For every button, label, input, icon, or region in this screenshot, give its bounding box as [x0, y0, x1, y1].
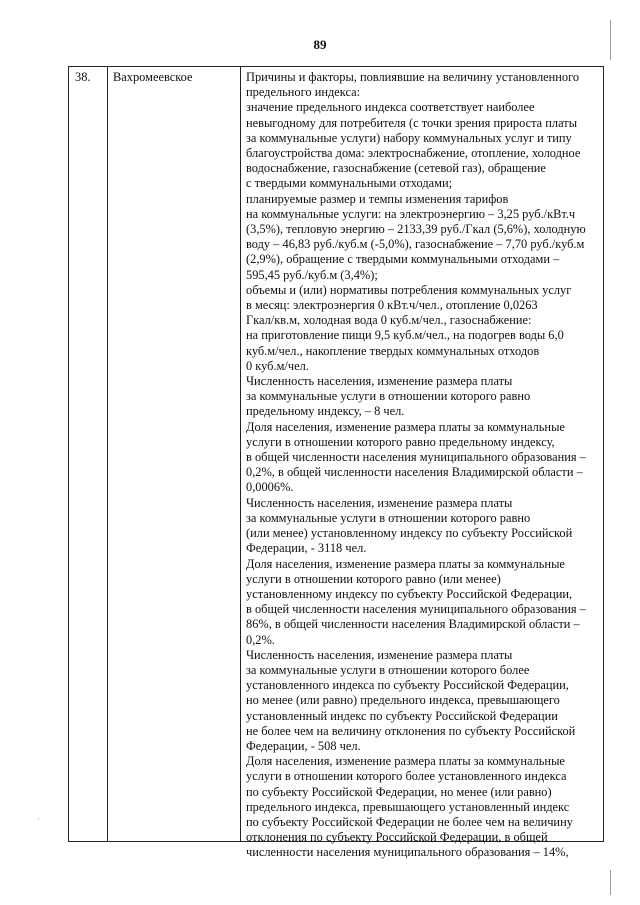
description-line: куб.м/чел., накопление твердых коммунальных отходов	[246, 343, 540, 358]
tariff-table	[68, 66, 604, 860]
description-line: водоснабжение, газоснабжение (сетевой газ), обращение	[246, 161, 546, 176]
description-line: на коммунальные услуги: на электроэнергию – 3,25 руб./кВт.ч	[246, 206, 576, 221]
description-line: 0,2%.	[246, 632, 275, 647]
description-line: Федерации, - 508 чел.	[246, 738, 361, 753]
settlement-name: Вахромеевское	[113, 70, 193, 84]
description-line: установленный индекс по субъекту Российской Федерации	[246, 708, 558, 723]
description-line: (2,9%), обращение с твердыми коммунальными отходами –	[246, 252, 560, 267]
description-line: Гкал/кв.м, холодная вода 0 куб.м/чел., газоснабжение:	[246, 313, 532, 328]
description-line: предельного индекса:	[246, 85, 361, 100]
description-line: благоустройства дома: электроснабжение, отопление, холодное	[246, 146, 581, 161]
description-line: за коммунальные услуги в отношении которого равно	[246, 510, 531, 525]
description-line: за коммунальные услуги в отношении которого более	[246, 662, 530, 677]
description-line: на приготовление пищи 9,5 куб.м/чел., на подогрев воды 6,0	[246, 328, 564, 343]
description-line: планируемые размер и темпы изменения тарифов	[246, 191, 509, 206]
description-line: Федерации, - 3118 чел.	[246, 541, 367, 556]
description-line: предельному индексу, – 8 чел.	[246, 404, 405, 419]
description-line: за коммунальные услуги) набору коммунальных услуг и типу	[246, 130, 572, 145]
description-line: установленного индекса по субъекту Российской Федерации,	[246, 678, 569, 693]
scan-speck: ·	[37, 815, 40, 824]
description-line: воду – 46,83 руб./куб.м (-5,0%), газоснабжение – 7,70 руб./куб.м	[246, 237, 585, 252]
column-divider-1	[107, 67, 108, 841]
description-line: (или менее) установленному индексу по субъекту Российской	[246, 526, 573, 541]
row-number: 38.	[75, 70, 91, 84]
description-line: значение предельного индекса соответствует наиболее	[246, 100, 535, 115]
description-line: Численность населения, изменение размера платы	[246, 374, 513, 389]
description-line: отклонения по субъекту Российской Федерации, в общей	[246, 830, 548, 845]
description-line: услуги в отношении которого более установленного индекса	[246, 769, 567, 784]
description-line: 0,0006%.	[246, 480, 294, 495]
description-line: численности населения муниципального образования – 14%,	[246, 845, 569, 860]
column-divider-2	[240, 67, 241, 841]
description-line: объемы и (или) нормативы потребления коммунальных услуг	[246, 282, 572, 297]
description-line: 86%, в общей численности населения Владимирской области –	[246, 617, 580, 632]
description-line: 595,45 руб./куб.м (3,4%);	[246, 267, 378, 282]
row-description	[246, 70, 602, 861]
description-line: в общей численности населения муниципального образования –	[246, 450, 586, 465]
description-line: услуги в отношении которого равно предельному индексу,	[246, 434, 555, 449]
description-line: в месяц: электроэнергия 0 кВт.ч/чел., отопление 0,0263	[246, 298, 538, 313]
description-line: 0,2%, в общей численности населения Владимирской области –	[246, 465, 583, 480]
description-line: за коммунальные услуги в отношении которого равно	[246, 389, 531, 404]
description-line: невыгодному для потребителя (с точки зрения прироста платы	[246, 115, 578, 130]
description-line: (3,5%), тепловую энергию – 2133,39 руб./Гкал (5,6%), холодную	[246, 222, 586, 237]
description-line: по субъекту Российской Федерации не более чем на величину	[246, 814, 573, 829]
description-line: Численность населения, изменение размера платы	[246, 647, 513, 662]
description-line: 0 куб.м/чел.	[246, 358, 309, 373]
page-number: 89	[313, 37, 327, 52]
scan-edge-mark-top	[610, 20, 611, 60]
description-line: установленному индексу по субъекту Российской Федерации,	[246, 586, 573, 601]
description-line: Численность населения, изменение размера платы	[246, 495, 513, 510]
description-line: не более чем на величину отклонения по субъекту Российской	[246, 723, 576, 738]
description-line: Причины и факторы, повлиявшие на величину установленного	[246, 70, 580, 84]
scan-edge-mark-bottom	[610, 870, 611, 895]
description-line: в общей численности населения муниципального образования –	[246, 602, 586, 617]
description-line: Доля населения, изменение размера платы за коммунальные	[246, 419, 565, 434]
description-line: предельного индекса, превышающего установленный индекс	[246, 799, 570, 814]
description-line: услуги в отношении которого равно (или менее)	[246, 571, 501, 586]
description-line: с твердыми коммунальными отходами;	[246, 176, 453, 191]
description-line: Доля населения, изменение размера платы за коммунальные	[246, 556, 565, 571]
description-line: по субъекту Российской Федерации, но менее (или равно)	[246, 784, 552, 799]
description-line: но менее (или равно) предельного индекса, превышающего	[246, 693, 560, 708]
description-line: Доля населения, изменение размера платы за коммунальные	[246, 754, 565, 769]
